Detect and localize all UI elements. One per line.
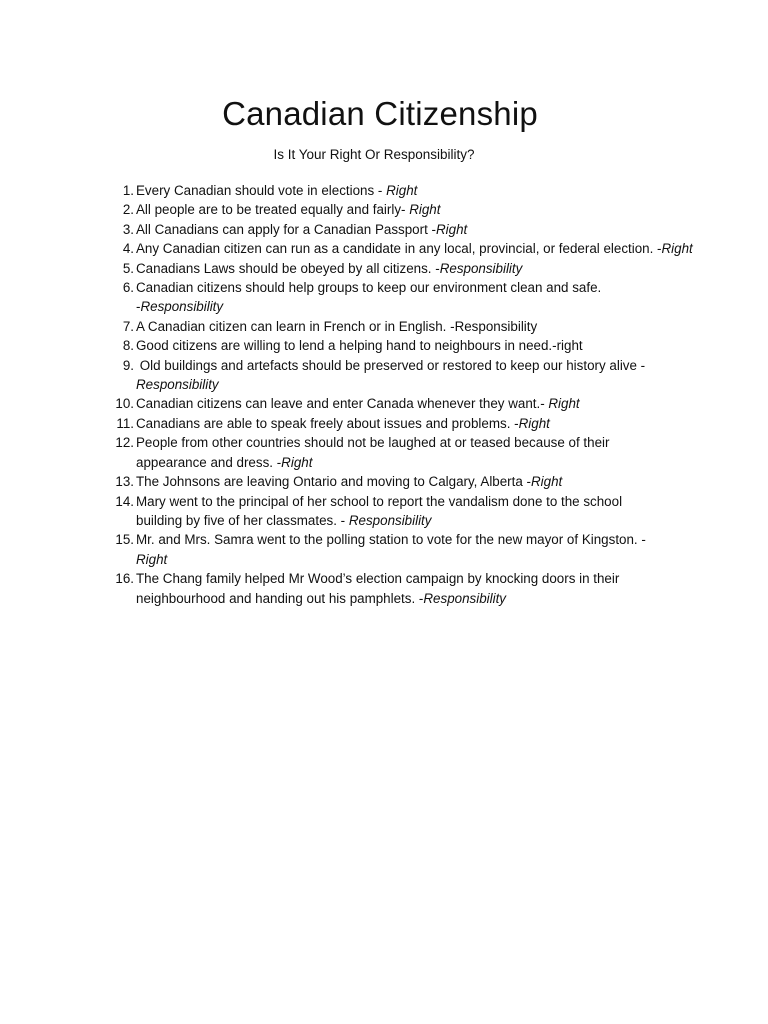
statement-text: Canadian citizens should help groups to keep our environment clean and safe. — [136, 280, 602, 296]
list-item-line — [136, 375, 738, 394]
answer-label: Right — [281, 454, 313, 470]
list-item-line — [136, 492, 738, 511]
answer-label: Right — [409, 202, 441, 218]
statement-text: - — [136, 299, 141, 315]
list-item-line — [136, 200, 738, 219]
list-item-line — [136, 297, 738, 316]
list-item-number: 7. — [122, 318, 134, 334]
statement-text: Old buildings and artefacts should be preserved or restored to keep our history alive - — [136, 357, 646, 373]
list-item-number: 6. — [122, 280, 134, 296]
list-item — [0, 239, 768, 258]
answer-label: Right — [435, 221, 468, 237]
page-title: Canadian Citizenship — [222, 95, 538, 132]
statement-text: Any Canadian citizen can run as a candidate in any local, provincial, or federal election. - — [136, 241, 662, 257]
statement-text: Every Canadian should vote in elections - — [136, 183, 387, 198]
list-item-number: 5. — [122, 260, 134, 276]
list-item-line — [136, 356, 738, 375]
list-item-line — [136, 181, 738, 200]
list-item — [0, 259, 768, 278]
statement-text: Mr. and Mrs. Samra went to the polling station to vote for the new mayor of Kingston. - — [136, 532, 646, 548]
answer-label: Responsibility — [439, 260, 523, 276]
page-subtitle: Is It Your Right Or Responsibility? — [273, 147, 475, 162]
answer-label: Right — [661, 241, 693, 257]
statement-text: appearance and dress. - — [136, 454, 282, 470]
list-item-line — [136, 511, 738, 530]
list-item-number: 12. — [115, 435, 134, 451]
list-item-number: 16. — [115, 571, 134, 587]
list-item-number: 4. — [122, 241, 134, 257]
answer-label: Right — [518, 415, 550, 431]
statement-text: The Johnsons are leaving Ontario and moving to Calgary, Alberta - — [136, 474, 531, 490]
list-item-number: 9. — [122, 357, 134, 373]
answer-label: Right — [531, 474, 563, 490]
list-item — [0, 336, 768, 355]
statement-text: Canadian citizens can leave and enter Canada whenever they want.- — [136, 396, 549, 412]
statement-text: People from other countries should not be laughed at or teased because of their — [136, 435, 610, 451]
list-item-number: 13. — [115, 474, 134, 490]
list-item-line — [136, 472, 738, 491]
list-item-line — [136, 336, 738, 355]
statement-text: All Canadians can apply for a Canadian Passport - — [136, 221, 436, 237]
list-item — [0, 530, 768, 569]
list-item — [0, 394, 768, 413]
list-item-number: 1. — [122, 183, 134, 198]
answer-label: Responsibility — [140, 299, 224, 315]
statement-text: building by five of her classmates. - — [136, 512, 349, 528]
list-item-line — [136, 569, 738, 588]
list-item — [0, 492, 768, 531]
statement-text: Canadians Laws should be obeyed by all citizens. - — [136, 260, 440, 276]
list-item-line — [136, 589, 738, 608]
list-item-line — [136, 530, 738, 549]
statement-text: Mary went to the principal of her school to report the vandalism done to the school — [136, 493, 623, 509]
list-item-number: 11. — [116, 415, 134, 431]
list-item-number: 14. — [115, 493, 134, 509]
list-item-line — [136, 220, 738, 239]
list-item-line — [136, 259, 738, 278]
answer-label: Responsibility — [136, 377, 219, 393]
list-item-line — [136, 394, 738, 413]
list-item-line — [136, 278, 738, 297]
statement-text: All people are to be treated equally and fairly- — [136, 202, 410, 218]
list-item-number: 8. — [122, 338, 134, 354]
list-item-number: 10. — [115, 396, 134, 412]
list-item — [0, 472, 768, 491]
list-item-line — [136, 550, 738, 569]
list-item — [0, 569, 768, 608]
list-item — [0, 414, 768, 433]
list-item-number: 3. — [122, 221, 134, 237]
list-item — [0, 181, 768, 200]
list-item-line — [136, 414, 738, 433]
statement-text: neighbourhood and handing out his pamphlets. - — [136, 590, 424, 606]
list-item-line — [136, 317, 738, 336]
statement-text: The Chang family helped Mr Wood’s election campaign by knocking doors in their — [136, 571, 620, 587]
answer-label: Responsibility — [423, 590, 506, 606]
statement-text: Canadians are able to speak freely about issues and problems. - — [136, 415, 519, 431]
answer-label: Right — [548, 396, 580, 412]
answer-label: Right — [386, 183, 418, 198]
list-item — [0, 278, 768, 317]
list-item — [0, 200, 768, 219]
list-item-number: 15. — [115, 532, 134, 548]
statement-text: Good citizens are willing to lend a helping hand to neighbours in need.-right — [136, 338, 583, 354]
answer-label: Right — [136, 551, 168, 567]
list-item — [0, 433, 768, 472]
list-item-line — [136, 453, 738, 472]
list-item — [0, 220, 768, 239]
list-item-line — [136, 433, 738, 452]
list-item-number: 2. — [122, 202, 134, 218]
list-item-line — [136, 239, 738, 258]
list-item — [0, 356, 768, 395]
statement-text: A Canadian citizen can learn in French or in English. -Responsibility — [136, 318, 538, 334]
question-list — [0, 181, 768, 608]
list-item — [0, 317, 768, 336]
answer-label: Responsibility — [348, 512, 432, 528]
